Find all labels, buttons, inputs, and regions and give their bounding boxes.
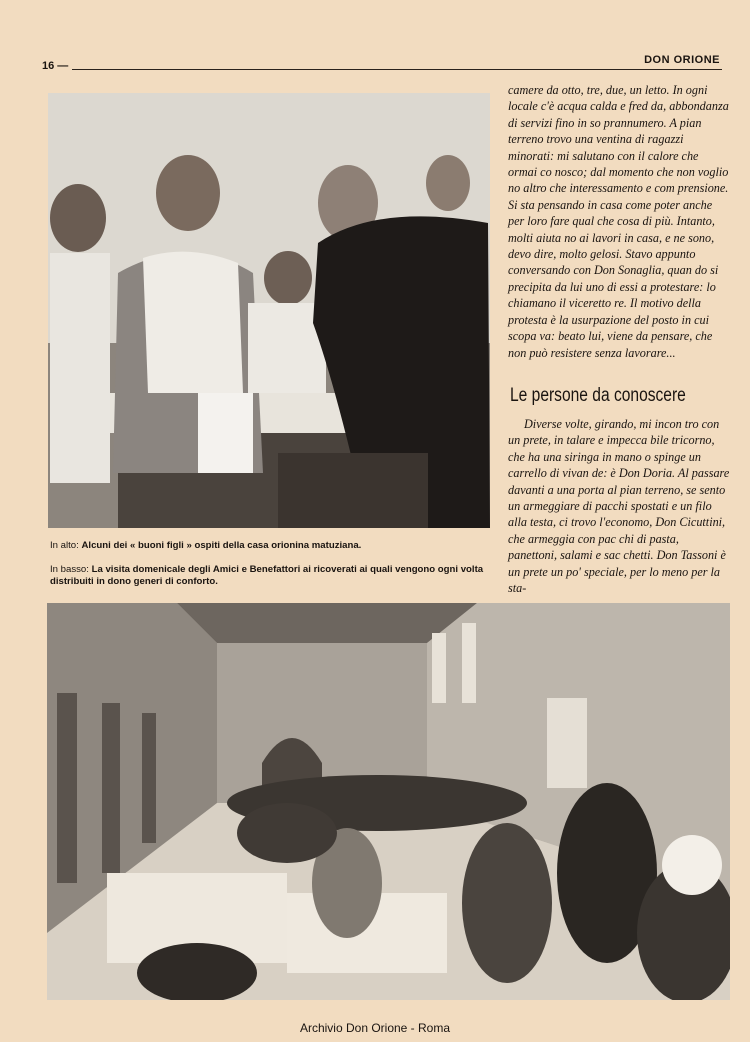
caption-bottom — [50, 564, 492, 588]
text-paragraph: camere da otto, tre, due, un letto. In ogni locale c'è acqua calda e fred da, abbondanza di servizi fino in so prannumero. A pian terreno trovo una ventina di ragazzi minorati: mi salutano con il calore che ormai co nosco; dal momento che non voglio no altro che interessamento e com prensione. Si sta pensando in casa come poter anche per loro fare qual che cosa di più. Intanto, molti aiuta no ai lavori in casa, e ne sono, devo dire, molto gelosi. Stavo appunto conversando con Don Sonaglia, quan do si precipita da lui uno di essi a protestare: lo chiamano il viceretto re. Il motivo della protesta è la usurpazione del posto in cui scopa va: beato lui, viene da pensare, che non può resistere senza lavorare... — [508, 83, 729, 360]
text-column-1 — [508, 82, 730, 361]
page-number: 16 — — [42, 60, 69, 72]
caption-top-label: In alto: — [50, 540, 79, 551]
photo-top-illustration — [48, 93, 490, 528]
section-heading: Le persone da conoscere — [510, 385, 686, 406]
text-paragraph: Diverse volte, girando, mi incon tro con un prete, in talare e impecca bile tricorno, che ha una siringa in mano o spinge un carrello di vivan de: è Don Doria. Al passare davanti a una porta al pian terreno, se sento un armeggiare di pacchi spostati e un filo alla testa, ci trovo l'economo, Don Cicuttini, che armeggia con pac chi di pasta, panettoni, salami e sac chetti. Don Tassoni è un prete un po' speciale, per lo meno per la sta- — [508, 417, 730, 596]
footer-archive: Archivio Don Orione - Roma — [299, 1021, 451, 1035]
photo-bottom-illustration — [47, 603, 730, 1000]
caption-top-text: Alcuni dei « buoni figli » ospiti della casa orionina matuziana. — [81, 540, 362, 551]
caption-bottom-label: In basso: — [50, 564, 89, 575]
photo-top — [48, 93, 490, 528]
caption-bottom-text: La visita domenicale degli Amici e Benefattori ai ricoverati ai quali vengono ogni volta distribuiti in dono generi di conforto. — [50, 564, 484, 587]
header-rule — [72, 69, 722, 70]
text-column-2 — [508, 416, 730, 596]
photo-bottom — [47, 603, 730, 1000]
caption-top — [50, 540, 492, 552]
running-head: DON ORIONE — [644, 54, 720, 66]
